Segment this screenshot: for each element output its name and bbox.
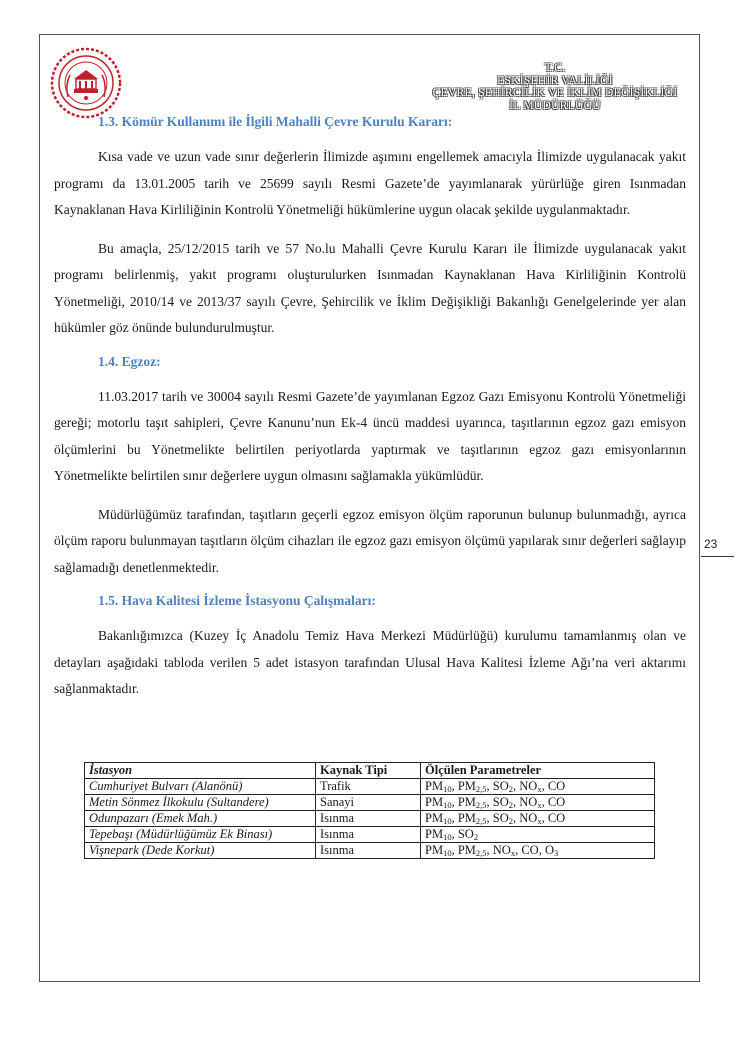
paragraph: Bakanlığımızca (Kuzey İç Anadolu Temiz Hava Merkezi Müdürlüğü) kurulumu tamamlanmış olan ve detayları aşağıdaki tabloda verilen 5 adet istasyon tarafından Ulusal Hava Kalitesi İzleme Ağı’na veri aktarımı sağlanmaktadır. — [54, 628, 686, 696]
column-header-parameters: Ölçülen Parametreler — [421, 763, 655, 779]
table-row — [85, 811, 655, 827]
header-line: ÇEVRE, ŞEHİRCİLİK VE İKLİM DEĞİŞİKLİĞİ — [432, 87, 678, 99]
measured-parameters: $PM_{10}$, $PM_{2,5}$, $SO_2$, $NO_x$, CO — [421, 795, 655, 811]
parameter: $PM_{10}$ — [425, 779, 452, 794]
station-name: Metin Sönmez İlkokulu (Sultandere) — [85, 795, 316, 811]
table-row — [85, 843, 655, 859]
parameter: $PM_{2,5}$ — [457, 795, 487, 810]
header-line: İL MÜDÜRLÜĞÜ — [509, 99, 601, 112]
paragraph: Müdürlüğümüz tarafından, taşıtların geçerli egzoz emisyon ölçüm raporunun bulunup bulunmadığı, ayrıca ölçüm raporu bulunmayan taşıtların ölçüm cihazları ile egzoz gazı emisyon ölçümü yapılarak sınır değerleri sağlayıp sağlamadığı denetlenmektedir. — [54, 506, 686, 575]
column-header-source-type: Kaynak Tipi — [316, 763, 421, 779]
source-type: Isınma — [316, 827, 421, 843]
station-name: Tepebaşı (Müdürlüğümüz Ek Binası) — [85, 827, 316, 843]
parameter: $PM_{10}$ — [425, 811, 452, 826]
parameter: $PM_{2,5}$ — [457, 811, 487, 826]
header-organization — [390, 62, 720, 112]
ministry-emblem-icon — [48, 45, 124, 121]
page-number-rule — [701, 556, 734, 557]
parameter: $NO_x$ — [492, 843, 516, 858]
paragraph: Kısa vade ve uzun vade sınır değerlerin İlimizde aşımını engellemek amacıyla İlimizde uygulanacak yakıt programı da 13.01.2005 tarih ve 25699 sayılı Resmi Gazete’de yayımlanarak yürürlüğe giren Isınmadan Kaynaklanan Hava Kirliliğinin Kontrolü Yönetmeliği hükümlerine uygun olacak şekilde uygulanmaktadır. — [54, 149, 686, 217]
section-heading-1-4: 1.4. Egzoz: — [98, 353, 161, 369]
measured-parameters: $PM_{10}$, $PM_{2,5}$, $NO_x$, CO, $O_3$ — [421, 843, 655, 859]
parameter: $SO_2$ — [492, 795, 514, 810]
parameter: $PM_{2,5}$ — [457, 843, 487, 858]
column-header-station: İstasyon — [85, 763, 316, 779]
parameter: $PM_{10}$ — [425, 827, 452, 842]
parameter: $PM_{2,5}$ — [457, 779, 487, 794]
parameter: $SO_2$ — [492, 811, 514, 826]
table-header-row — [85, 763, 655, 779]
parameter: $SO_2$ — [492, 779, 514, 794]
parameter: CO — [547, 811, 566, 825]
paragraph: Bu amaçla, 25/12/2015 tarih ve 57 No.lu Mahalli Çevre Kurulu Kararı ile İlimizde uygulanacak yakıt programı belirlenmiş, yakıt programı oluşturulurken Isınmadan Kaynaklanan Hava Kirliliğinin Kontrolü Yönetmeliği, 2010/14 ve 2013/37 sayılı Çevre, Şehircilik ve İklim Değişikliği Bakanlığı Genelgelerinde yer alan hükümler göz önünde bulundurulmuştur. — [54, 240, 686, 335]
parameter: CO — [547, 779, 566, 793]
parameter: $PM_{10}$ — [425, 843, 452, 858]
source-type: Isınma — [316, 811, 421, 827]
header-line: T.C. — [544, 62, 566, 74]
section-heading-1-5: 1.5. Hava Kalitesi İzleme İstasyonu Çalışmaları: — [98, 593, 376, 608]
station-name: Odunpazarı (Emek Mah.) — [85, 811, 316, 827]
measured-parameters: $PM_{10}$, $PM_{2,5}$, $SO_2$, $NO_x$, CO — [421, 779, 655, 795]
source-type: Isınma — [316, 843, 421, 859]
measured-parameters: $PM_{10}$, $PM_{2,5}$, $SO_2$, $NO_x$, CO — [421, 811, 655, 827]
parameter: CO — [521, 843, 539, 857]
parameter: $NO_x$ — [519, 811, 542, 826]
header-line: ESKİŞEHİR VALİLİĞİ — [497, 74, 613, 87]
parameter: $SO_2$ — [457, 827, 479, 842]
page-number: 23 — [704, 537, 718, 551]
parameter: $NO_x$ — [519, 795, 542, 810]
paragraph: 11.03.2017 tarih ve 30004 sayılı Resmi Gazete’de yayımlanan Egzoz Gazı Emisyonu Kontrolü Yönetmeliği gereği; motorlu taşıt sahipleri, Çevre Kanunu’nun Ek-4 üncü maddesi uyarınca, taşıtlarının egzoz gazı emisyon ölçümlerini bu Yönetmelikte belirtilen periyotlarda yaptırmak ve taşıtlarının egzoz gazı emisyonlarının Yönetmelikte belirtilen sınır değerlere uygun olmasını sağlamakla yükümlüdür. — [54, 388, 686, 483]
section-heading-1-3: 1.3. Kömür Kullanımı ile İlgili Mahalli Çevre Kurulu Kararı: — [98, 114, 453, 129]
parameter: $O_3$ — [544, 843, 559, 858]
document-body — [54, 114, 686, 703]
parameter: $PM_{10}$ — [425, 795, 452, 810]
measured-parameters: $PM_{10}$, $SO_2$ — [421, 827, 655, 843]
station-name: Vişnepark (Dede Korkut) — [85, 843, 316, 859]
parameter: $NO_x$ — [519, 779, 542, 794]
station-name: Cumhuriyet Bulvarı (Alanönü) — [85, 779, 316, 795]
stations-table — [84, 762, 655, 859]
table-row — [85, 827, 655, 843]
source-type: Trafik — [316, 779, 421, 795]
table-row — [85, 795, 655, 811]
source-type: Sanayi — [316, 795, 421, 811]
parameter: CO — [547, 795, 566, 809]
table-row — [85, 779, 655, 795]
